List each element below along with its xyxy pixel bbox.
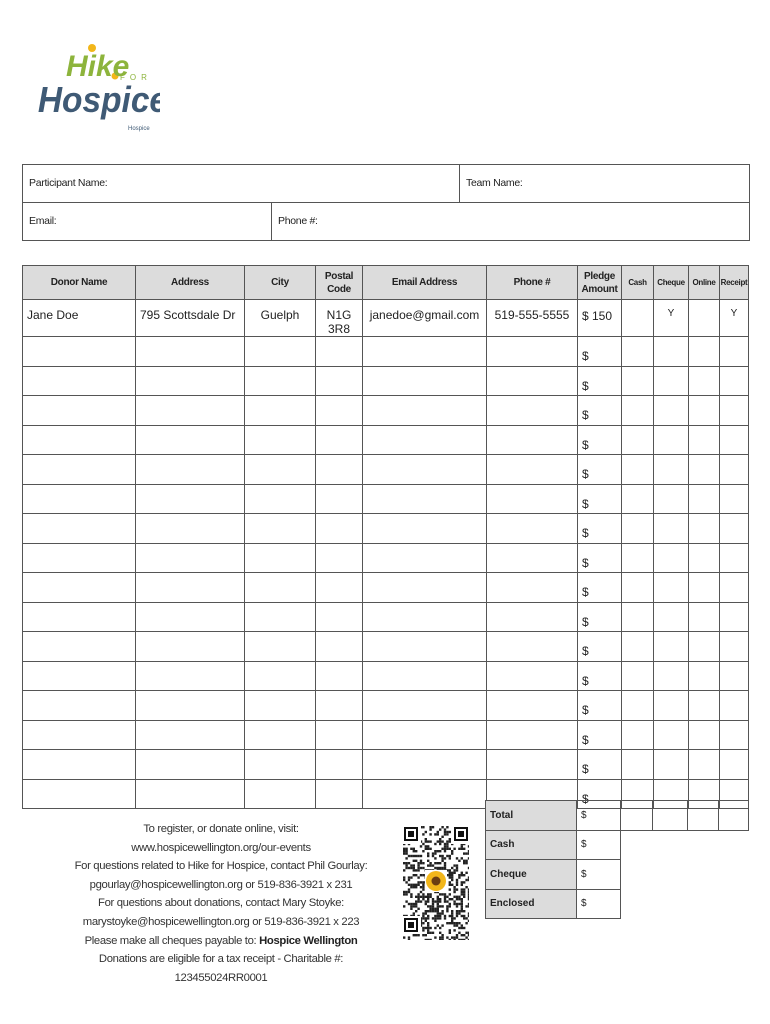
receipt-cell[interactable] [720,602,749,632]
postal-code-cell[interactable] [316,543,363,573]
city-cell[interactable] [245,661,316,691]
table-row [23,337,749,367]
receipt-cell[interactable] [720,337,749,367]
phone-cell[interactable] [487,750,578,780]
cheque-cell[interactable] [654,661,689,691]
donor-name-cell[interactable] [23,720,136,750]
table-row [23,425,749,455]
postal-code-cell[interactable] [316,573,363,603]
donor-name-cell[interactable] [23,484,136,514]
address-cell[interactable] [136,750,245,780]
city-cell[interactable] [245,425,316,455]
postal-code-cell[interactable] [316,396,363,426]
donor-name-cell[interactable] [23,661,136,691]
postal-code-cell[interactable] [316,779,363,809]
donor-name-cell[interactable] [23,691,136,721]
total-cheque[interactable] [653,801,688,831]
footer-tax-receipt: Donations are eligible for a tax receipt - Charitable #: 123455024RR0001 [98,953,344,984]
postal-code-cell[interactable] [316,632,363,662]
phone-cell[interactable] [487,425,578,455]
phone-cell[interactable] [487,602,578,632]
table-row [23,396,749,426]
table-row [23,366,749,396]
pledge-amount-cell[interactable]: $ [578,366,622,396]
postal-code-cell[interactable] [316,425,363,455]
participant-name-label: Participant Name: [29,177,108,189]
hike-for-hospice-logo [36,42,160,138]
table-row [23,573,749,603]
header-address: Address [136,266,245,300]
online-cell[interactable] [689,484,720,514]
cash-cell[interactable] [622,396,654,426]
address-cell[interactable] [136,425,245,455]
donor-name-cell[interactable] [23,602,136,632]
postal-code-cell[interactable] [316,720,363,750]
email-cell[interactable] [363,573,487,603]
table-row [23,632,749,662]
phone-cell[interactable] [487,455,578,485]
email-cell[interactable] [363,779,487,809]
table-row [23,455,749,485]
address-cell[interactable] [136,573,245,603]
participant-info-box [22,164,750,241]
header-city: City [245,266,316,300]
receipt-cell[interactable] [720,661,749,691]
header-pledge-line2: Amount [581,283,618,295]
email-cell[interactable] [363,602,487,632]
participant-name-field[interactable] [23,165,460,202]
cash-cell[interactable] [622,632,654,662]
address-cell[interactable]: 795 Scottsdale Dr [136,300,245,337]
address-cell[interactable] [136,779,245,809]
table-row [23,691,749,721]
phone-cell[interactable] [487,484,578,514]
postal-code-cell[interactable] [316,691,363,721]
cash-total-label: Cash [486,830,577,860]
cash-cell[interactable] [622,691,654,721]
footer-register-line: To register, or donate online, visit: [143,823,299,835]
postal-code-cell[interactable]: N1G 3R8 [316,300,363,337]
receipt-cell[interactable] [720,573,749,603]
cheque-cell[interactable] [654,602,689,632]
receipt-cell[interactable] [720,720,749,750]
city-cell[interactable] [245,573,316,603]
donor-name-cell[interactable] [23,632,136,662]
totals-row-cash [486,830,749,860]
svg-text:FOR: FOR [120,73,152,82]
cash-cell[interactable] [622,455,654,485]
email-cell[interactable] [363,543,487,573]
header-phone: Phone # [487,266,578,300]
email-cell[interactable] [363,455,487,485]
online-cell[interactable] [689,396,720,426]
address-cell[interactable] [136,543,245,573]
online-cell[interactable] [689,366,720,396]
cheque-total-amount[interactable]: $ [577,860,621,890]
postal-code-cell[interactable] [316,337,363,367]
svg-text:Hike: Hike [66,50,130,83]
total-amount[interactable]: $ [577,801,621,831]
city-cell[interactable] [245,779,316,809]
cheque-cell[interactable] [654,455,689,485]
phone-field[interactable] [272,203,324,240]
table-row [23,300,749,337]
donor-name-cell[interactable] [23,396,136,426]
totals-row-enclosed [486,889,749,919]
donor-name-cell[interactable] [23,750,136,780]
address-cell[interactable] [136,514,245,544]
phone-cell[interactable] [487,337,578,367]
receipt-cell[interactable] [720,632,749,662]
email-cell[interactable]: janedoe@gmail.com [363,300,487,337]
online-cell[interactable] [689,750,720,780]
city-cell[interactable] [245,337,316,367]
contact-footer [56,820,386,987]
footer-cheque-text: Please make all cheques payable to: [84,934,260,947]
header-pledge-amount [578,266,622,300]
receipt-cell[interactable]: Y [720,300,749,337]
postal-code-cell[interactable] [316,484,363,514]
city-cell[interactable] [245,632,316,662]
header-receipt: Receipt [720,266,749,300]
svg-text:Hospice: Hospice [128,126,150,132]
svg-text:Hospice: Hospice [37,80,160,121]
cash-cell[interactable] [622,573,654,603]
totals-row-cheque [486,860,749,890]
table-row [23,514,749,544]
header-pledge-line1: Pledge [584,270,615,282]
cash-cell[interactable] [622,337,654,367]
total-receipt[interactable] [719,801,749,831]
pledge-amount-cell[interactable]: $ [578,720,622,750]
header-cash: Cash [622,266,654,300]
cheque-cell[interactable] [654,425,689,455]
phone-cell[interactable] [487,543,578,573]
pledge-amount-cell[interactable]: $ [578,396,622,426]
table-row [23,484,749,514]
header-email: Email Address [363,266,487,300]
receipt-cell[interactable] [720,750,749,780]
cheque-cell[interactable] [654,396,689,426]
email-cell[interactable] [363,425,487,455]
cheque-cell[interactable] [654,720,689,750]
email-cell[interactable] [363,366,487,396]
totals-row-total [486,801,749,831]
pledge-amount-cell[interactable]: $ [578,779,622,809]
online-cell[interactable] [689,632,720,662]
header-online: Online [689,266,720,300]
footer-payee: Hospice Wellington [259,934,358,947]
email-cell[interactable] [363,632,487,662]
email-field[interactable] [23,203,272,240]
footer-url-link[interactable]: www.hospicewellington.org/our-events [131,841,311,854]
receipt-cell[interactable] [720,396,749,426]
online-cell[interactable] [689,573,720,603]
phone-cell[interactable] [487,366,578,396]
enclosed-total-label: Enclosed [486,889,577,919]
pledge-amount-cell[interactable]: $ [578,337,622,367]
totals-table [485,800,749,919]
team-name-field[interactable] [460,165,529,202]
header-donor-name: Donor Name [23,266,136,300]
city-cell[interactable] [245,514,316,544]
pledge-amount-cell[interactable]: $ [578,425,622,455]
cheque-cell[interactable]: Y [654,300,689,337]
city-cell[interactable] [245,720,316,750]
address-cell[interactable] [136,366,245,396]
receipt-cell[interactable] [720,543,749,573]
phone-cell[interactable] [487,661,578,691]
address-cell[interactable] [136,632,245,662]
postal-code-cell[interactable] [316,514,363,544]
pledge-amount-cell[interactable]: $ [578,573,622,603]
donor-name-cell[interactable] [23,779,136,809]
receipt-cell[interactable] [720,455,749,485]
footer-donation-contact: marystoyke@hospicewellington.org or 519-836-3921 x 223 [82,915,360,928]
cash-cell[interactable] [622,366,654,396]
cash-cell[interactable] [622,514,654,544]
table-row [23,720,749,750]
postal-code-cell[interactable] [316,602,363,632]
footer-hike-contact: pgourlay@hospicewellington.org or 519-836-3921 x 231 [89,878,353,891]
pledge-amount-cell[interactable]: $ [578,484,622,514]
cash-cell[interactable] [622,720,654,750]
email-cell[interactable] [363,720,487,750]
footer-cheque-payable [56,932,386,951]
table-row [23,661,749,691]
receipt-cell[interactable] [720,691,749,721]
email-cell[interactable] [363,750,487,780]
cheque-cell[interactable] [654,337,689,367]
city-cell[interactable] [245,691,316,721]
address-cell[interactable] [136,720,245,750]
donor-name-cell[interactable] [23,573,136,603]
city-cell[interactable] [245,484,316,514]
total-label: Total [486,801,577,831]
cheque-cell[interactable] [654,543,689,573]
email-cell[interactable] [363,396,487,426]
phone-cell[interactable] [487,396,578,426]
donor-table [22,265,749,809]
address-cell[interactable] [136,602,245,632]
cheque-cell[interactable] [654,484,689,514]
total-online[interactable] [688,801,719,831]
email-cell[interactable] [363,337,487,367]
phone-cell[interactable] [487,720,578,750]
cheque-cell[interactable] [654,573,689,603]
cash-cell[interactable] [622,602,654,632]
donor-name-cell[interactable] [23,514,136,544]
pledge-amount-cell[interactable]: $ [578,455,622,485]
cheque-total-label: Cheque [486,860,577,890]
city-cell[interactable] [245,543,316,573]
donor-name-cell[interactable] [23,543,136,573]
online-cell[interactable] [689,602,720,632]
email-cell[interactable] [363,484,487,514]
online-cell[interactable] [689,720,720,750]
email-cell[interactable] [363,691,487,721]
team-name-label: Team Name: [466,177,523,189]
city-cell[interactable] [245,455,316,485]
donor-name-cell[interactable] [23,425,136,455]
cash-cell[interactable] [622,425,654,455]
address-cell[interactable] [136,661,245,691]
postal-code-cell[interactable] [316,366,363,396]
pledge-amount-cell[interactable]: $ 150 [578,300,622,337]
address-cell[interactable] [136,455,245,485]
header-postal-line2: Code [327,283,351,295]
city-cell[interactable] [245,750,316,780]
phone-cell[interactable]: 519-555-5555 [487,300,578,337]
header-postal-line1: Postal [324,270,354,282]
donor-name-cell[interactable] [23,455,136,485]
postal-code-cell[interactable] [316,455,363,485]
cash-cell[interactable] [622,750,654,780]
table-row [23,602,749,632]
phone-cell[interactable] [487,573,578,603]
email-label: Email: [29,215,57,227]
receipt-cell[interactable] [720,425,749,455]
online-cell[interactable] [689,661,720,691]
cheque-cell[interactable] [654,514,689,544]
city-cell[interactable] [245,396,316,426]
address-cell[interactable] [136,396,245,426]
table-row [23,750,749,780]
footer-hike-questions: For questions related to Hike for Hospice, contact Phil Gourlay: [74,860,368,873]
phone-cell[interactable] [487,514,578,544]
receipt-cell[interactable] [720,366,749,396]
total-cash[interactable] [621,801,653,831]
donor-name-cell[interactable]: Jane Doe [23,300,136,337]
pledge-amount-cell[interactable]: $ [578,661,622,691]
pledge-amount-cell[interactable]: $ [578,514,622,544]
pledge-amount-cell[interactable]: $ [578,750,622,780]
receipt-cell[interactable] [720,484,749,514]
online-cell[interactable] [689,337,720,367]
cheque-cell[interactable] [654,750,689,780]
online-cell[interactable] [689,543,720,573]
pledge-amount-cell[interactable]: $ [578,691,622,721]
header-cheque: Cheque [654,266,689,300]
online-cell[interactable] [689,514,720,544]
footer-donation-questions: For questions about donations, contact Mary Stoyke: [98,897,344,910]
address-cell[interactable] [136,691,245,721]
phone-cell[interactable] [487,632,578,662]
cheque-cell[interactable] [654,632,689,662]
donor-name-cell[interactable] [23,337,136,367]
phone-label: Phone #: [278,215,318,227]
online-cell[interactable] [689,300,720,337]
online-cell[interactable] [689,691,720,721]
table-row [23,543,749,573]
city-cell[interactable] [245,602,316,632]
address-cell[interactable] [136,337,245,367]
enclosed-total-amount[interactable]: $ [577,889,621,919]
header-postal-code [316,266,363,300]
pledge-amount-cell[interactable]: $ [578,543,622,573]
email-cell[interactable] [363,661,487,691]
cheque-cell[interactable] [654,366,689,396]
pledge-amount-cell[interactable]: $ [578,632,622,662]
city-cell[interactable]: Guelph [245,300,316,337]
city-cell[interactable] [245,366,316,396]
cheque-cell[interactable] [654,691,689,721]
donor-name-cell[interactable] [23,366,136,396]
cash-cell[interactable] [622,543,654,573]
pledge-amount-cell[interactable]: $ [578,602,622,632]
email-cell[interactable] [363,514,487,544]
phone-cell[interactable] [487,691,578,721]
online-cell[interactable] [689,455,720,485]
cash-cell[interactable] [622,661,654,691]
qr-code-icon[interactable] [403,826,469,940]
cash-cell[interactable] [622,300,654,337]
online-cell[interactable] [689,425,720,455]
receipt-cell[interactable] [720,514,749,544]
postal-code-cell[interactable] [316,661,363,691]
cash-total-amount[interactable]: $ [577,830,621,860]
address-cell[interactable] [136,484,245,514]
postal-code-cell[interactable] [316,750,363,780]
cash-cell[interactable] [622,484,654,514]
